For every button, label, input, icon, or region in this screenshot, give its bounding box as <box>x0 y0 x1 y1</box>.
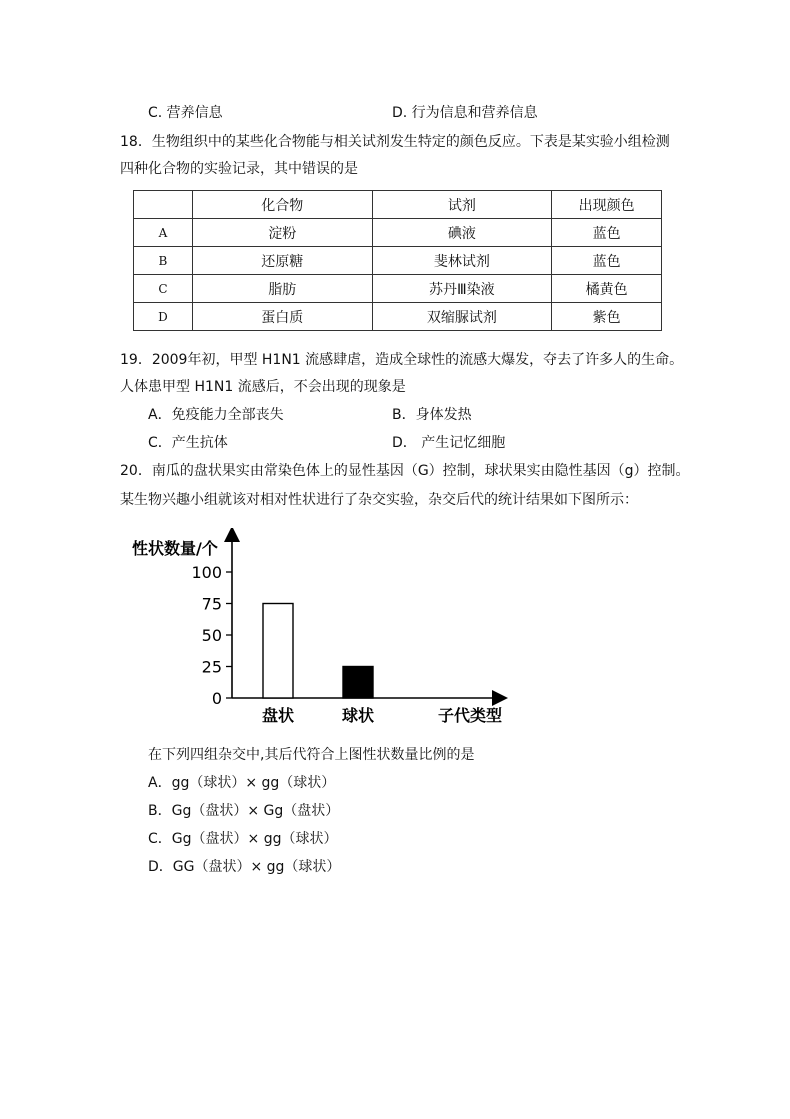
category-label: 球状 <box>341 706 375 725</box>
table-header-cell: 化合物 <box>192 191 372 219</box>
q18-stem-line2: 四种化合物的实验记录，其中错误的是 <box>120 161 358 177</box>
q20-stem-line1: 20．南瓜的盘状果实由常染色体上的显性基因（G）控制，球状果实由隐性基因（g）控制。 <box>120 463 690 479</box>
q19-stem-line2: 人体患甲型 H1N1 流感后，不会出现的现象是 <box>120 379 406 395</box>
x-axis-label: 子代类型 <box>438 706 503 725</box>
q19-option-b: B．身体发热 <box>392 407 472 423</box>
row-label: D <box>134 303 193 331</box>
table-row <box>134 303 662 331</box>
q18-stem-line1: 18．生物组织中的某些化合物能与相关试剂发生特定的颜色反应。下表是某实验小组检测 <box>120 134 670 150</box>
category-label: 盘状 <box>261 706 295 725</box>
q20-option-a: A．gg（球状）× gg（球状） <box>148 775 336 791</box>
q20-option-b: B．Gg（盘状）× Gg（盘状） <box>148 803 340 819</box>
y-tick-label: 75 <box>201 594 222 614</box>
table-row <box>134 247 662 275</box>
table-header-row <box>134 191 662 219</box>
table-row <box>134 275 662 303</box>
q19-option-a: A．免疫能力全部丧失 <box>148 407 284 423</box>
row-label: C <box>134 275 193 303</box>
compound-cell: 脂肪 <box>192 275 372 303</box>
bar-sphere <box>343 667 373 699</box>
compound-cell: 淀粉 <box>192 219 372 247</box>
color-cell: 蓝色 <box>552 219 662 247</box>
table-row <box>134 219 662 247</box>
trait-bar-chart <box>128 528 518 728</box>
table-header-cell: 出现颜色 <box>552 191 662 219</box>
table-header-cell <box>134 191 193 219</box>
reagent-cell: 斐林试剂 <box>372 247 552 275</box>
q18-table <box>133 190 662 331</box>
color-cell: 橘黄色 <box>552 275 662 303</box>
color-cell: 蓝色 <box>552 247 662 275</box>
q20-stem-line2: 某生物兴趣小组就该对相对性状进行了杂交实验，杂交后代的统计结果如下图所示： <box>120 492 638 508</box>
prev-option-d: D. 行为信息和营养信息 <box>392 105 538 121</box>
compound-cell: 蛋白质 <box>192 303 372 331</box>
y-tick-label: 50 <box>201 626 222 645</box>
compound-cell: 还原糖 <box>192 247 372 275</box>
q20-question: 在下列四组杂交中,其后代符合上图性状数量比例的是 <box>148 747 475 763</box>
q19-stem-line1: 19．2009年初，甲型 H1N1 流感肆虐，造成全球性的流感大爆发，夺去了许多人的生命。 <box>120 352 684 368</box>
q20-option-d: D．GG（盘状）× gg（球状） <box>148 859 341 875</box>
reagent-cell: 苏丹Ⅲ染液 <box>372 275 552 303</box>
bar-disc <box>263 604 293 699</box>
color-cell: 紫色 <box>552 303 662 331</box>
table-header-cell: 试剂 <box>372 191 552 219</box>
q20-option-c: C．Gg（盘状）× gg（球状） <box>148 831 338 847</box>
q19-option-d: D． 产生记忆细胞 <box>392 435 506 451</box>
y-tick-label: 25 <box>201 657 222 677</box>
prev-option-c: C. 营养信息 <box>148 105 223 121</box>
q19-option-c: C．产生抗体 <box>148 435 228 451</box>
row-label: B <box>134 247 193 275</box>
y-tick-label: 100 <box>191 563 222 582</box>
row-label: A <box>134 219 193 247</box>
y-axis-label: 性状数量/个 <box>132 539 218 558</box>
reagent-cell: 碘液 <box>372 219 552 247</box>
y-tick-label: 0 <box>211 689 222 708</box>
reagent-cell: 双缩脲试剂 <box>372 303 552 331</box>
